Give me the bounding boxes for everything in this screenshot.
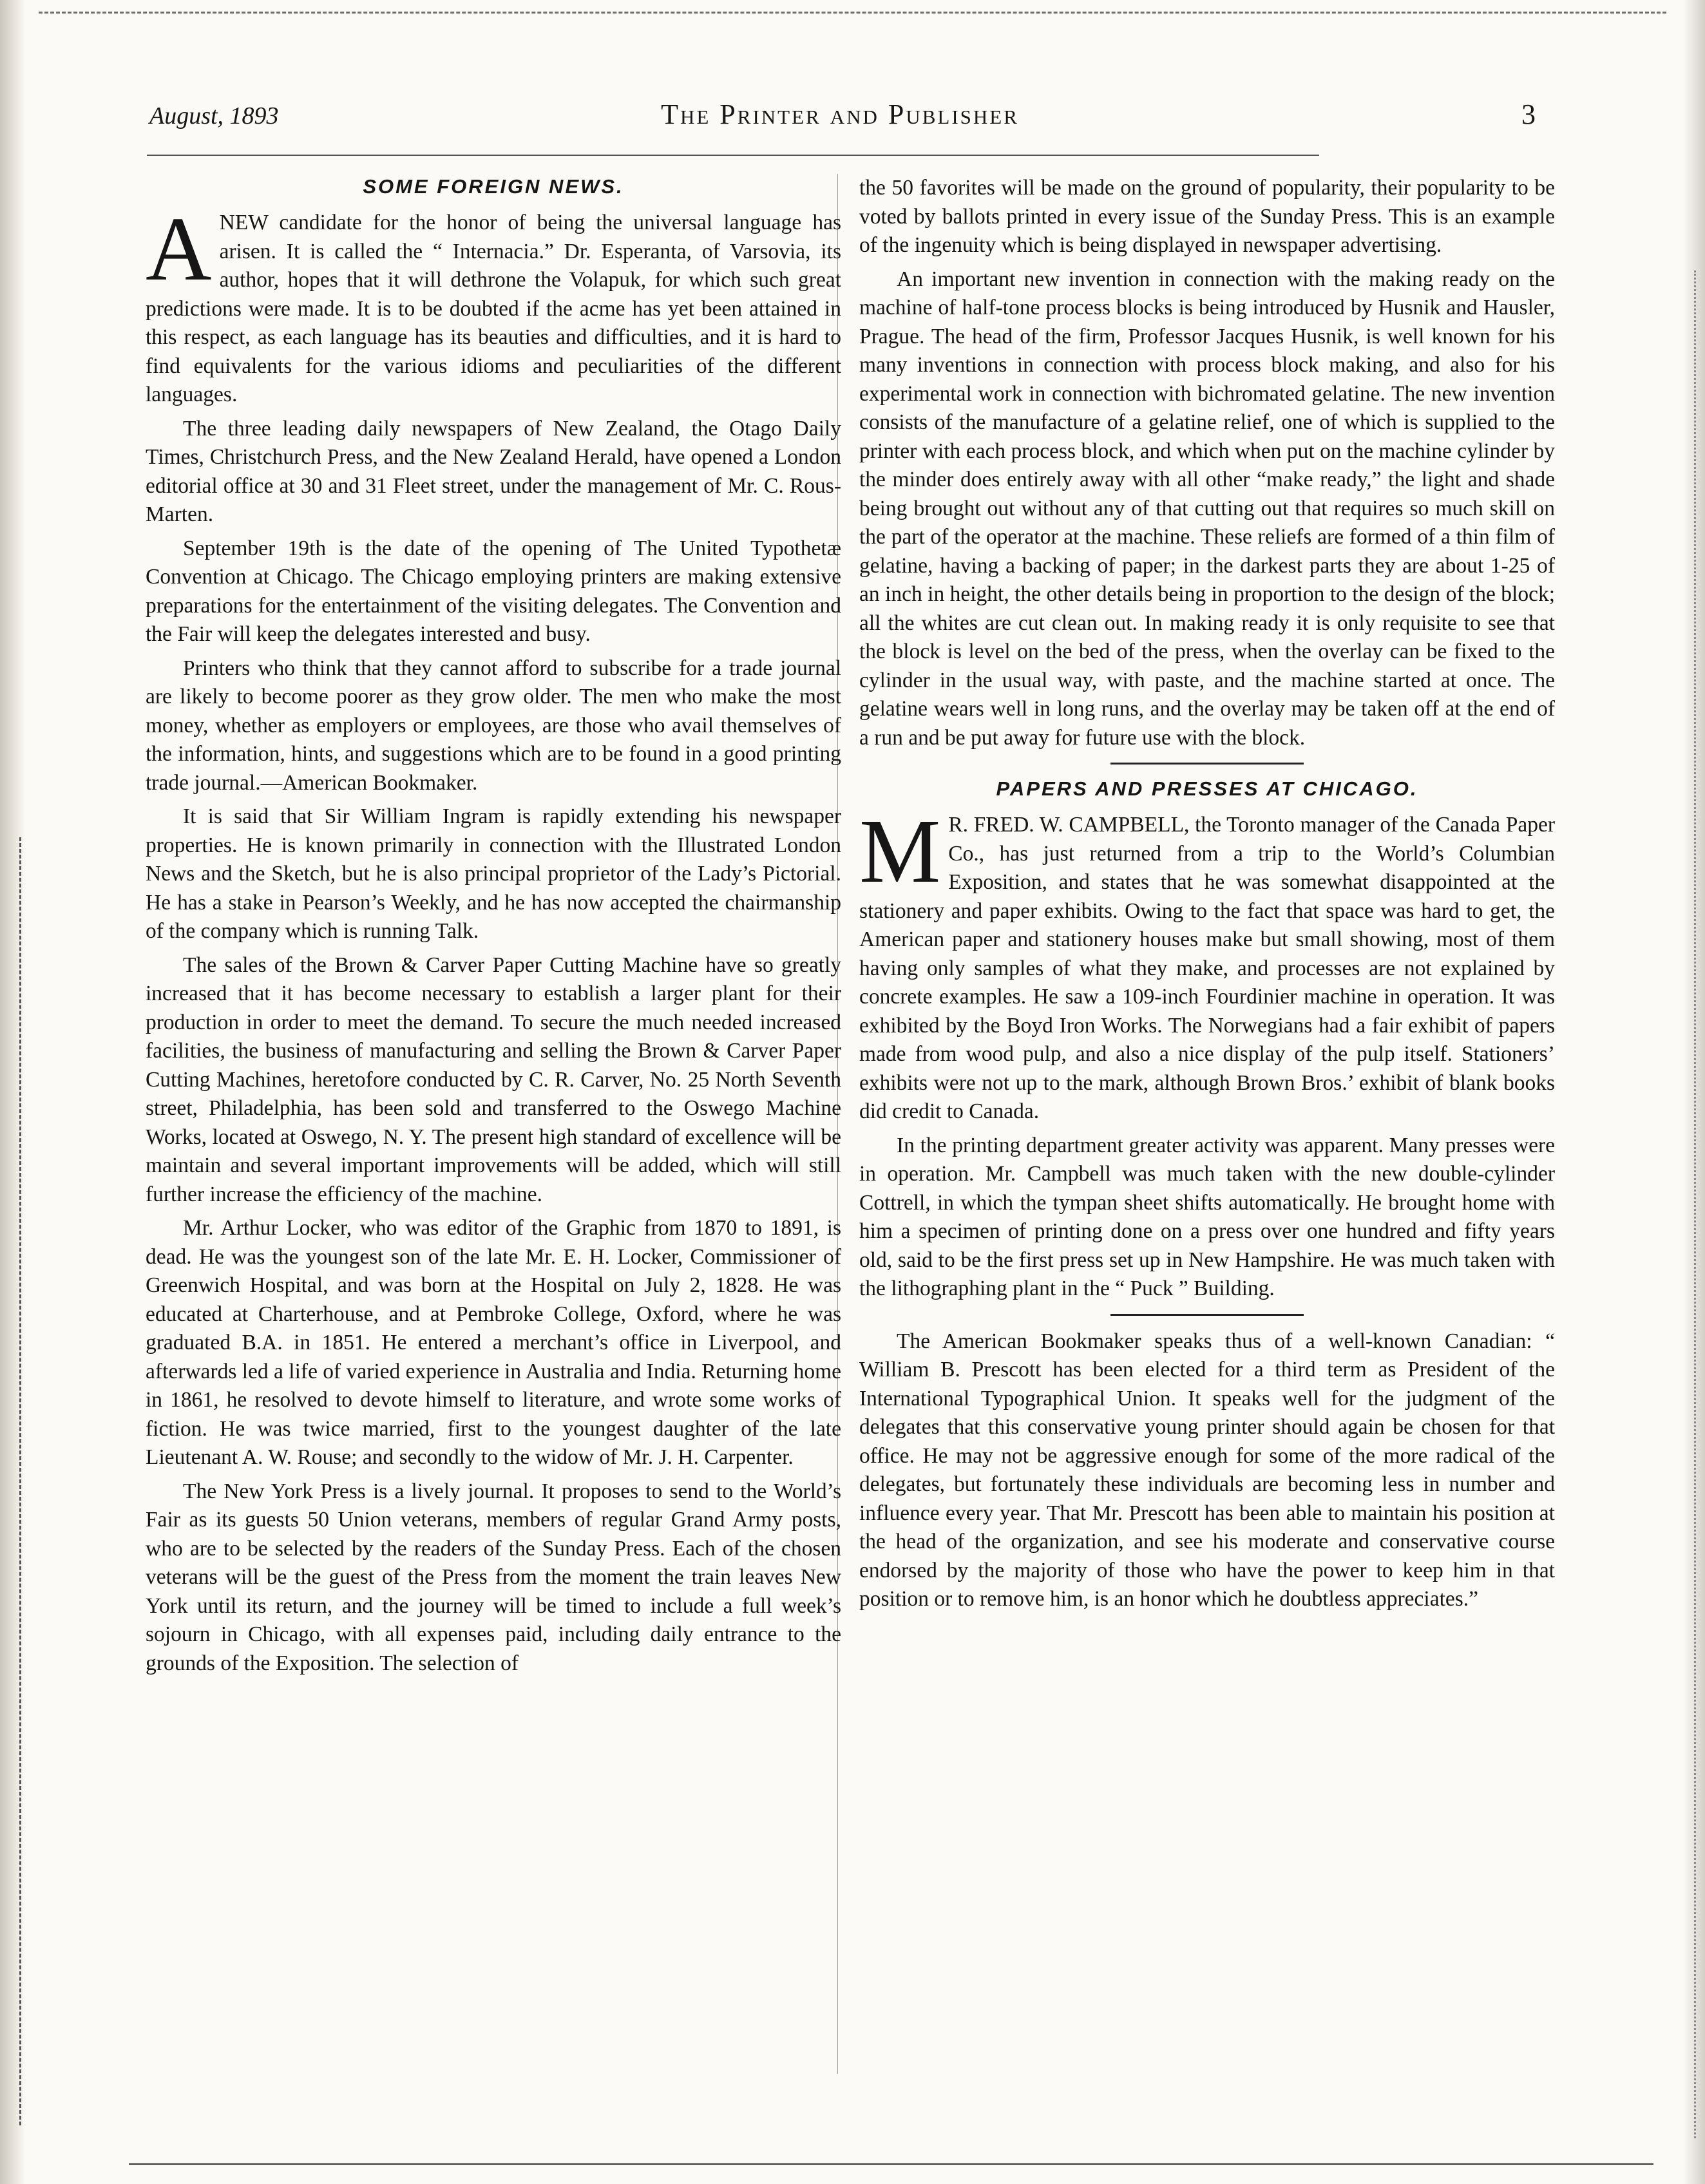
article-paragraph: Printers who think that they cannot afford to subscribe for a trade journal are likely to become poorer as they grow older. The men who make the most money, whether as employers or employees, are those who avail themselves of the information, hints, and suggestions which are to be found in a good printing trade journal.—American Bookmaker. <box>146 656 841 795</box>
article-paragraph: The three leading daily newspapers of New Zealand, the Otago Daily Times, Christchurch Press, and the New Zealand Herald, have opened a London editorial office at 30 and 31 Fleet street, under the management of Mr. C. Rous-Marten. <box>146 416 841 526</box>
article-paragraph: Mr. Arthur Locker, who was editor of the Graphic from 1870 to 1891, is dead. He was the youngest son of the late Mr. E. H. Locker, Commissioner of Greenwich Hospital, and was born at the Hospital on July 2, 1828. He was educated at Charterhouse, and at Pembroke College, Oxford, where he was graduated B.A. in 1851. He entered a merchant’s office in Liverpool, and afterwards led a life of varied experience in Australia and India. Returning home in 1861, he resolved to devote himself to literature, and wrote some works of fiction. He was twice married, first to the youngest daughter of the late Lieutenant A. W. Rouse; and secondly to the widow of Mr. J. H. Carpenter. <box>146 1216 841 1469</box>
section-rule <box>1110 1314 1304 1316</box>
article-paragraph: In the printing department greater activity was apparent. Many presses were in operation. Mr. Campbell was much taken with the new double-cylinder Cottrell, in which the tympan sheet shifts automatically. He brought home with him a specimen of printing done on a press over one hundred and fifty years old, said to be the first press set up in New Hampshire. He was much taken with the lithographing plant in the “ Puck ” Building. <box>859 1133 1555 1300</box>
paragraph-text: NEW candidate for the honor of being the universal language has arisen. It is called the “ Internacia.” Dr. Esperanta, of Varsovia, its author, hopes that it will dethrone the Volapuk, for which such great predictions were made. It is to be doubted if the acme has yet been attained in this respect, as each language has its beauties and difficulties, and it is hard to find equivalents for the various idioms and peculiarities of the different languages. <box>146 211 841 406</box>
article-paragraph: The American Bookmaker speaks thus of a well-known Canadian: “ William B. Prescott has been elected for a third term as President of the International Typographical Union. It speaks well for the judgment of the delegates that this conservative young printer should again be chosen for that office. He may not be aggressive enough for some of the more radical of the delegates, but fortunately these individuals are becoming less in number and influence every year. That Mr. Prescott has been able to maintain his position at the head of the organization, and see his moderate and conservative course endorsed by the majority of those who have the power to keep him in that position or to remove him, is an honor which he doubtless appreciates.” <box>859 1329 1555 1611</box>
right-column <box>859 174 1555 1619</box>
drop-cap: M <box>859 800 941 902</box>
section-rule <box>1110 763 1304 764</box>
page-number: 3 <box>1521 99 1536 130</box>
article-paragraph: It is said that Sir William Ingram is rapidly extending his newspaper properties. He is known primarily in connection with the Illustrated London News and the Sketch, but he is also principal proprietor of the Lady’s Pictorial. He has a stake in Pearson’s Weekly, and he has now accepted the chairmanship of the company which is running Talk. <box>146 804 841 943</box>
section-heading-foreign-news: SOME FOREIGN NEWS. <box>363 175 624 198</box>
header-rule <box>147 155 1319 156</box>
scan-edge-marks-left <box>19 837 25 2125</box>
article-paragraph <box>859 800 1555 1126</box>
article-paragraph: September 19th is the date of the opening of The United Typothetæ Convention at Chicago. The Chicago employing printers are making extensive preparations for the entertainment of the visiting delegates. The Convention and the Fair will keep the delegates interested and busy. <box>146 536 841 646</box>
article-paragraph: The New York Press is a lively journal. It proposes to send to the World’s Fair as its guests 50 Union veterans, members of regular Grand Army posts, who are to be selected by the readers of the Sunday Press. Each of the chosen veterans will be the guest of the Press from the moment the train leaves New York until its return, and the journey will be timed to include a full week’s sojourn in Chicago, with all expenses paid, including daily entrance to the grounds of the Exposition. The selection of <box>146 1479 841 1675</box>
scan-edge-marks-right <box>1689 271 1696 2138</box>
left-column <box>146 174 841 1683</box>
section-heading-papers-presses: PAPERS AND PRESSES AT CHICAGO. <box>996 777 1418 800</box>
paragraph-text: R. FRED. W. CAMPBELL, the Toronto manager of the Canada Paper Co., has just returned from a trip to the World’s Columbian Exposition, and states that he was somewhat disappointed at the stationery and paper exhibits. Owing to the fact that space was hard to get, the American paper and stationery houses make but small showing, most of them having only samples of what they make, and processes are not explained by concrete examples. He saw a 109-inch Fourdinier machine in operation. It was exhibited by the Boyd Iron Works. The Norwegians had a fair exhibit of papers made from wood pulp, and also a nice display of the pulp itself. Stationers’ exhibits were not up to the mark, although Brown Bros.’ exhibit of blank books did credit to Canada. <box>859 813 1555 1123</box>
article-paragraph: the 50 favorites will be made on the ground of popularity, their popularity to be voted by ballots printed in every issue of the Sunday Press. This is an example of the ingenuity which is being displayed in newspaper advertising. <box>859 176 1555 257</box>
article-paragraph <box>146 198 841 410</box>
issue-date: August, 1893 <box>149 102 279 129</box>
article-paragraph: The sales of the Brown & Carver Paper Cutting Machine have so greatly increased that it has become necessary to establish a larger plant for their production in order to meet the demand. To secure the much needed increased facilities, the business of manufacturing and selling the Brown & Carver Paper Cutting Machines, heretofore conducted by C. R. Carver, No. 25 North Seventh street, Philadelphia, has been sold and transferred to the Oswego Machine Works, located at Oswego, N. Y. The present high standard of excellence will be maintain and several important improvements will be added, which will still further increase the efficiency of the machine. <box>146 953 841 1206</box>
bottom-scan-rule <box>129 2163 1653 2165</box>
drop-cap: A <box>146 198 212 299</box>
top-scan-rule <box>39 12 1666 17</box>
article-paragraph: An important new invention in connection with the making ready on the machine of half-tone process blocks is being introduced by Husnik and Hausler, Prague. The head of the firm, Professor Jacques Husnik, is well known for his many inventions in connection with process block making, and also for his experimental work in connection with bichromated gelatine. The new invention consists of the manufacture of a gelatine relief, one of which is supplied to the printer with each process block, and which when put on the machine cylinder by the minder does entirely away with all other “make ready,” the light and shade being brought out without any of that cutting out that requires so much skill on the part of the operator at the machine. These reliefs are formed of a thin film of gelatine, having a backing of paper; in the darkest parts they are about 1-25 of an inch in height, the other details being in proportion to the design of the block; all the whites are cut clean out. In making ready it is only requisite to see that the block is level on the bed of the press, when the overlay can be fixed to the cylinder in the usual way, with paste, and the machine started at once. The gelatine wears well in long runs, and the overlay may be taken off at the end of a run and be put away for future use with the block. <box>859 267 1555 750</box>
publication-title: The Printer and Publisher <box>661 99 1019 130</box>
page-header <box>144 99 1536 140</box>
